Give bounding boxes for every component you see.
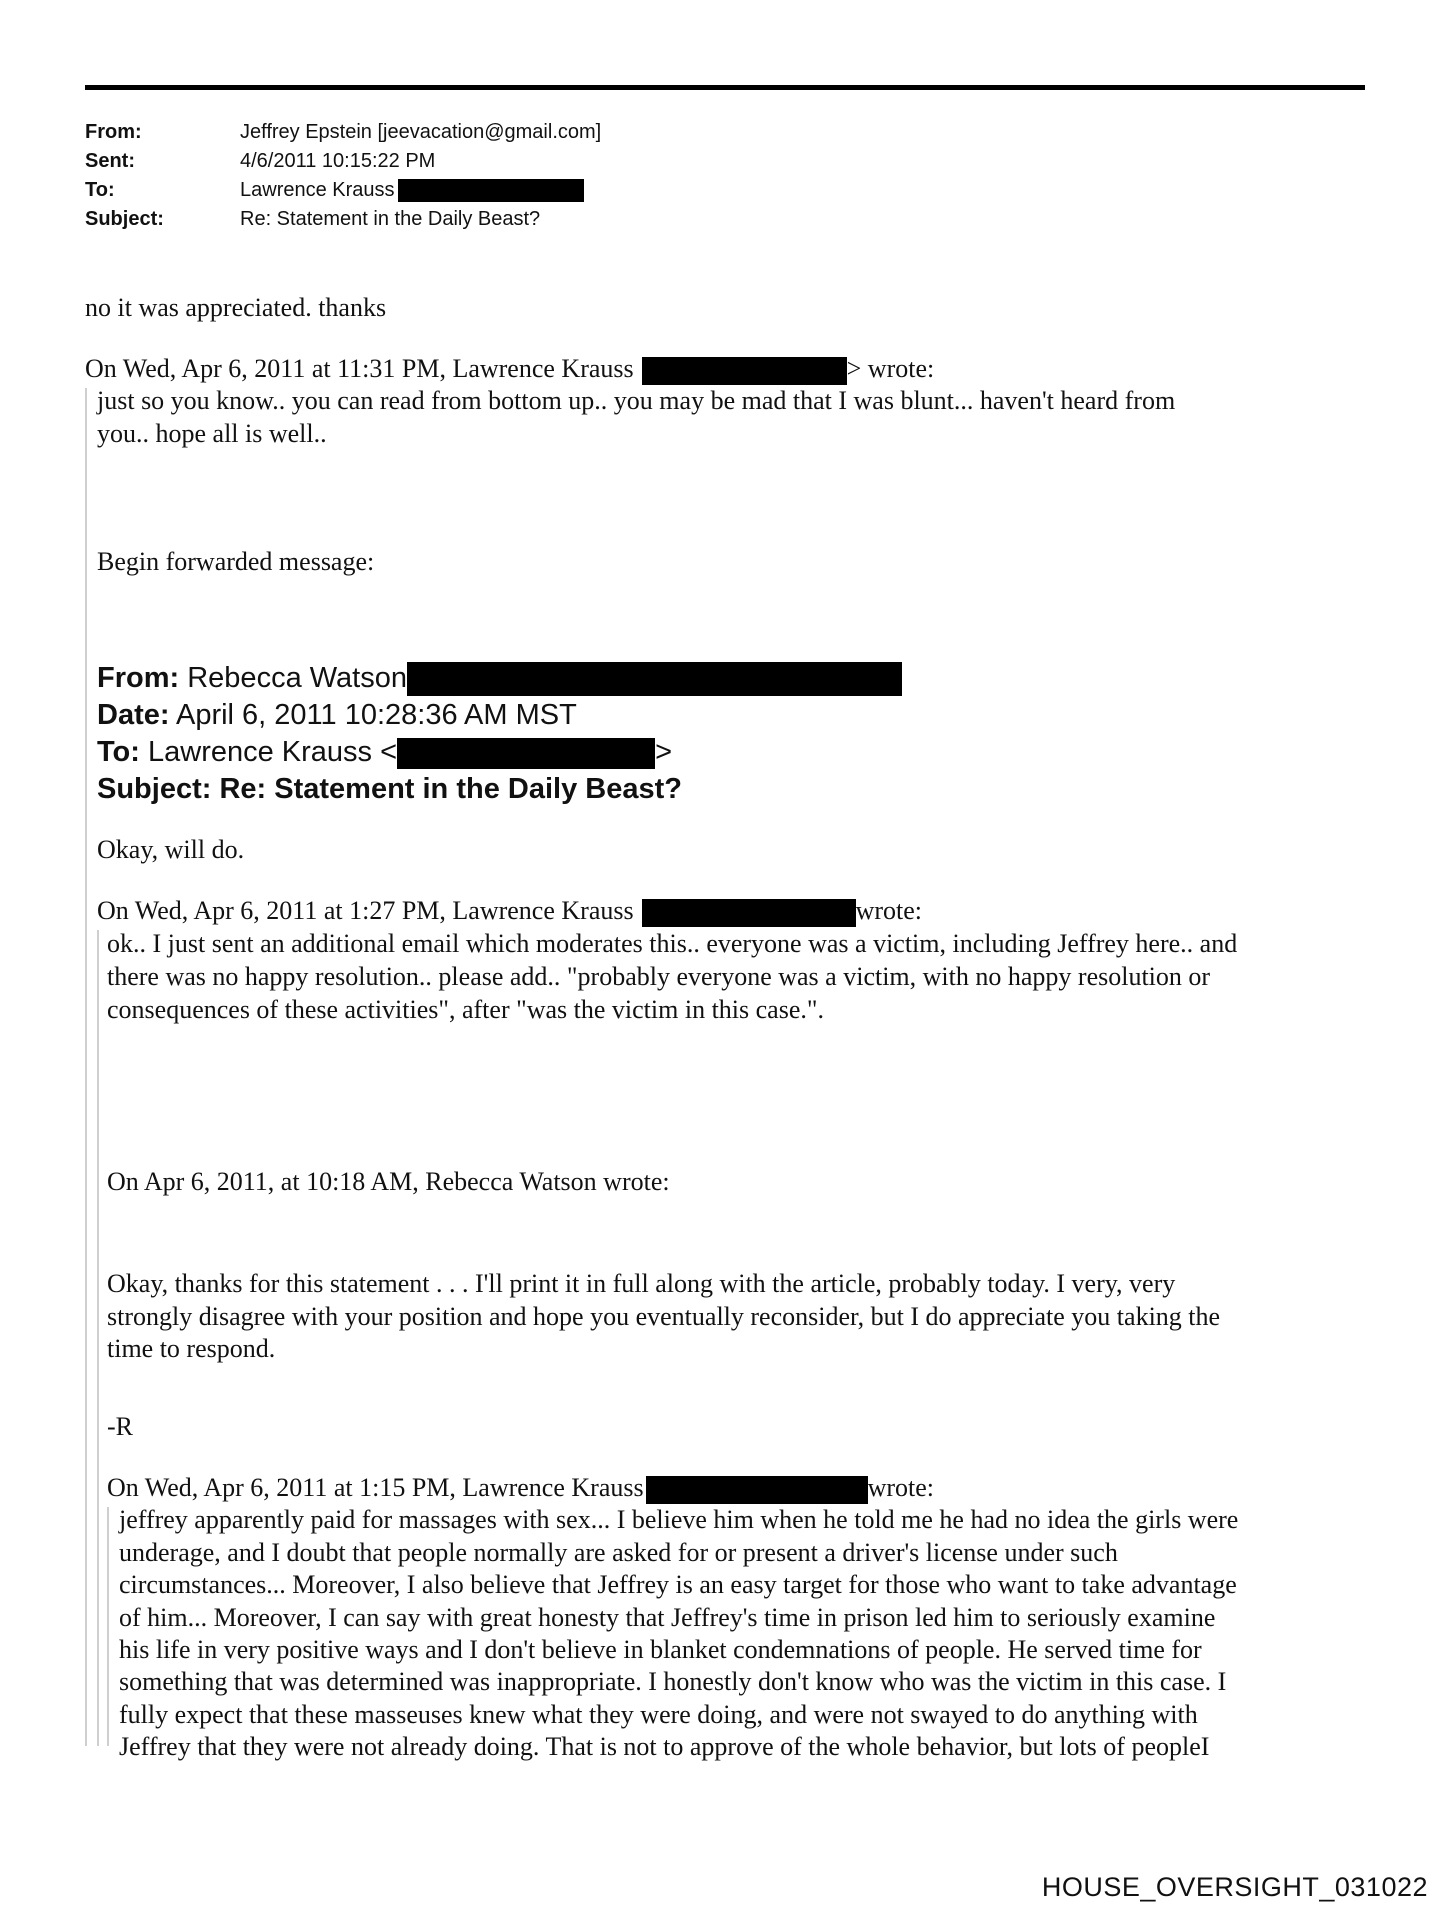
forwarded-header — [97, 660, 902, 808]
quote4-line: jeffrey apparently paid for massages with sex... I believe him when he told me he had no idea the girls were — [119, 1505, 1239, 1534]
fwd-subject-row — [97, 771, 902, 808]
to-label: To: — [85, 179, 115, 201]
fwd-from-value: Rebecca Watson — [187, 662, 407, 694]
redaction-bar — [646, 1476, 868, 1504]
fwd-subject-line: Subject: Re: Statement in the Daily Beast? — [97, 773, 682, 805]
quote4-line: something that was determined was inappropriate. I honestly don't know who was the victim in this case. I — [119, 1667, 1227, 1696]
redaction-bar — [397, 738, 655, 769]
to-value: Lawrence Krauss — [240, 176, 584, 205]
quote1-line: you.. hope all is well.. — [97, 419, 327, 448]
top-rule — [85, 85, 1365, 90]
quote1-attribution: On Wed, Apr 6, 2011 at 11:31 PM, Lawrence Krauss > wrote: — [85, 353, 934, 386]
fwd-date-label: Date: — [97, 699, 170, 731]
quote4-attribution: On Wed, Apr 6, 2011 at 1:15 PM, Lawrence Krauss wrote: — [107, 1472, 934, 1505]
fwd-date-row — [97, 697, 902, 734]
quote4-line: fully expect that these masseuses knew what they were doing, and were not swayed to do anything with — [119, 1700, 1198, 1729]
sent-row — [85, 147, 601, 176]
begin-forwarded: Begin forwarded message: — [97, 547, 375, 576]
fwd-date-value: April 6, 2011 10:28:36 AM MST — [175, 699, 577, 731]
subject-value: Re: Statement in the Daily Beast? — [240, 208, 541, 230]
from-value: Jeffrey Epstein [jeevacation@gmail.com] — [240, 121, 602, 143]
from-row — [85, 118, 601, 147]
subject-row — [85, 205, 601, 234]
subject-label: Subject: — [85, 208, 164, 230]
fwd-from-label: From: — [97, 662, 180, 694]
fwd-reply-text: Okay, will do. — [97, 835, 245, 864]
signoff: -R — [107, 1412, 133, 1441]
quote2-line: ok.. I just sent an additional email which moderates this.. everyone was a victim, including Jeffrey here.. and — [107, 929, 1238, 958]
quote4-line: underage, and I doubt that people normally are asked for or present a driver's license under such — [119, 1538, 1118, 1567]
quote-bar — [85, 388, 87, 568]
fwd-to-label: To: — [97, 736, 140, 768]
fwd-to-value: Lawrence Krauss — [148, 736, 373, 768]
quote3-attribution: On Apr 6, 2011, at 10:18 AM, Rebecca Watson wrote: — [107, 1167, 670, 1196]
quote4-line: circumstances... Moreover, I also believe that Jeffrey is an easy target for those who want to take advantage — [119, 1570, 1237, 1599]
email-header — [85, 118, 601, 234]
redaction-bar — [398, 179, 584, 202]
redaction-bar — [642, 357, 847, 385]
from-label: From: — [85, 121, 142, 143]
bates-number: HOUSE_OVERSIGHT_031022 — [1041, 1872, 1428, 1902]
fwd-to-row: To: Lawrence Krauss < > — [97, 736, 672, 768]
sent-value: 4/6/2011 10:15:22 PM — [240, 150, 436, 172]
sent-label: Sent: — [85, 150, 135, 172]
reply-text: no it was appreciated. thanks — [85, 293, 387, 322]
quote-bar — [85, 568, 87, 1746]
quote3-line: Okay, thanks for this statement . . . I'll print it in full along with the article, probably today. I very, very — [107, 1269, 1176, 1298]
quote1-line: just so you know.. you can read from bottom up.. you may be mad that I was blunt... haven't heard from — [97, 386, 1176, 415]
quote-bar — [107, 1507, 109, 1746]
quote4-line: his life in very positive ways and I don't believe in blanket condemnations of people. He served time for — [119, 1635, 1202, 1664]
redaction-bar — [407, 662, 902, 696]
quote2-line: there was no happy resolution.. please add.. "probably everyone was a victim, with no happy resolution or — [107, 962, 1211, 991]
quote4-line: Jeffrey that they were not already doing. That is not to approve of the whole behavior, but lots of peopleI — [119, 1732, 1210, 1761]
quote3-line: strongly disagree with your position and hope you eventually reconsider, but I do appreciate you taking the — [107, 1302, 1221, 1331]
redaction-bar — [642, 899, 856, 927]
to-row — [85, 176, 601, 205]
quote2-line: consequences of these activities", after "was the victim in this case.". — [107, 995, 824, 1024]
quote3-line: time to respond. — [107, 1334, 276, 1363]
quote4-line: of him... Moreover, I can say with great honesty that Jeffrey's time in prison led him to seriously examine — [119, 1603, 1216, 1632]
fwd-from-row — [97, 660, 902, 697]
quote2-attribution: On Wed, Apr 6, 2011 at 1:27 PM, Lawrence Krauss wrote: — [97, 895, 922, 928]
quote-bar — [97, 930, 99, 1746]
